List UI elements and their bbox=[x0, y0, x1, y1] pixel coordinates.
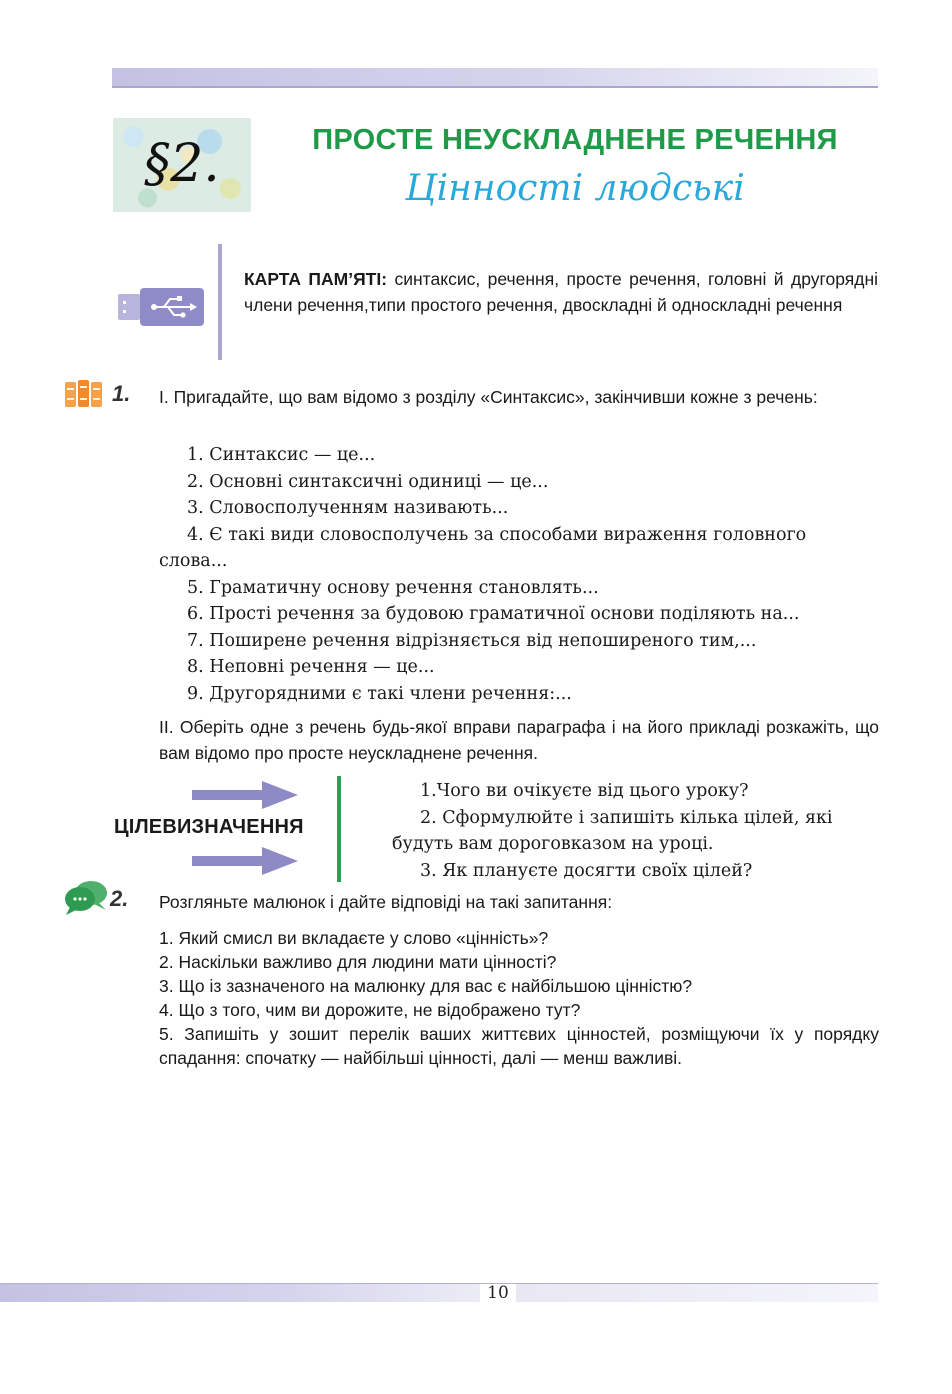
list-item: 9. Другорядними є такі члени речення:... bbox=[187, 683, 572, 704]
exercise-2-list bbox=[159, 926, 879, 1070]
list-item: 4. Що з того, чим ви дорожите, не відображено тут? bbox=[159, 1000, 581, 1020]
arrow-right-icon bbox=[192, 781, 298, 809]
memory-card-text: синтаксис, речення, просте речення, головні й другорядні члени речення,типи простого речення, двоскладні й односкладні речення bbox=[244, 269, 878, 315]
page-subtitle: Цінності людські bbox=[405, 168, 745, 209]
exercise-1-part2: ІІ. Оберіть одне з речень будь-якої вправи параграфа і на його прикладі розкажіть, що вам відомо про просте неускладнене речення. bbox=[159, 717, 879, 763]
memory-card-label: КАРТА ПАМ’ЯТІ: bbox=[244, 269, 388, 289]
exercise-1-intro: І. Пригадайте, що вам відомо з розділу «Синтаксис», закінчивши кожне з речень: bbox=[159, 387, 818, 407]
list-item: 5. Запишіть у зошит перелік ваших життєвих цінностей, розміщуючи їх у порядку спадання: спочатку — найбільші цінності, далі — менш важливі. bbox=[159, 1024, 879, 1068]
page-number: 10 bbox=[487, 1283, 509, 1303]
list-item: 2. Основні синтаксичні одиниці — це... bbox=[187, 471, 549, 492]
list-item: 1.Чого ви очікуєте від цього уроку? bbox=[420, 781, 749, 801]
memory-card bbox=[244, 266, 878, 318]
list-item: 3. Що із зазначеного на малюнку для вас є найбільшою цінністю? bbox=[159, 976, 693, 996]
section-badge bbox=[113, 118, 251, 212]
list-item: 5. Граматичну основу речення становлять... bbox=[187, 577, 599, 598]
memory-card-divider bbox=[218, 244, 222, 360]
list-item: 4. Є такі види словосполучень за способами вираження головного слова... bbox=[159, 524, 807, 571]
books-icon bbox=[64, 378, 104, 408]
list-item: 1. Синтаксис — це... bbox=[187, 445, 376, 465]
page-title: ПРОСТЕ НЕУСКЛАДНЕНЕ РЕЧЕННЯ bbox=[312, 124, 838, 156]
list-item: 2. Сформулюйте і запишіть кілька цілей, які будуть вам дороговказом на уроці. bbox=[392, 807, 833, 854]
header-band-line bbox=[112, 86, 878, 88]
list-item: 2. Наскільки важливо для людини мати цінності? bbox=[159, 952, 557, 972]
footer-band-right bbox=[516, 1284, 878, 1302]
exercise-number-1: 1. bbox=[112, 381, 131, 406]
exercise-number-2: 2. bbox=[110, 886, 129, 911]
goal-setting-divider bbox=[337, 776, 341, 882]
header-band bbox=[112, 68, 878, 86]
list-item: 8. Неповні речення — це... bbox=[187, 657, 435, 677]
list-item: 3. Як плануєте досягти своїх цілей? bbox=[420, 860, 753, 881]
section-number: §2. bbox=[144, 134, 220, 194]
list-item: 7. Поширене речення відрізняється від непоширеного тим,... bbox=[187, 630, 757, 651]
footer-band-left bbox=[0, 1284, 480, 1302]
goal-setting-label: ЦІЛЕВИЗНАЧЕННЯ bbox=[114, 816, 304, 838]
arrow-right-icon bbox=[192, 847, 298, 875]
list-item: 3. Словосполученням називають... bbox=[187, 498, 509, 518]
list-item: 6. Прості речення за будовою граматичної основи поділяють на... bbox=[187, 604, 800, 624]
exercise-1-list bbox=[159, 442, 879, 707]
goal-setting-questions bbox=[392, 778, 878, 884]
chat-bubbles-icon bbox=[64, 880, 108, 916]
list-item: 1. Який смисл ви вкладаєте у слово «цінність»? bbox=[159, 928, 549, 948]
exercise-2-intro: Розгляньте малюнок і дайте відповіді на такі запитання: bbox=[159, 892, 613, 912]
usb-icon bbox=[118, 288, 204, 326]
